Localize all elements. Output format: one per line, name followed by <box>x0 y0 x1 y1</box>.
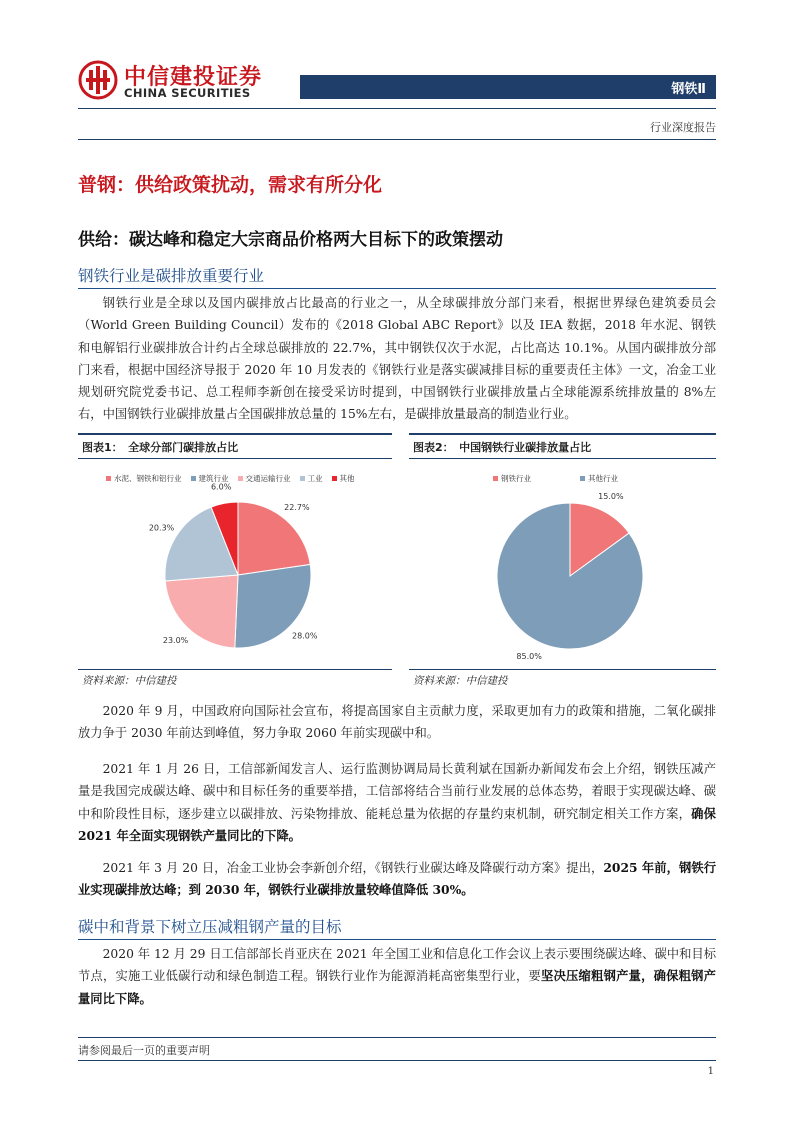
legend-item <box>580 473 618 484</box>
subsection-title: 供给：碳达峰和稳定大宗商品价格两大目标下的政策摆动 <box>78 230 503 250</box>
legend-swatch <box>238 476 243 481</box>
legend-label: 其他行业 <box>588 474 618 483</box>
legend-item <box>332 473 355 484</box>
legend-item <box>493 473 531 484</box>
header-divider <box>78 139 716 140</box>
pie-value-label: 15.0% <box>598 491 624 501</box>
figure-top-rule <box>409 433 716 435</box>
legend-label: 水泥、钢铁和铝行业 <box>114 474 182 483</box>
figure-2-title: 图表2： 中国钢铁行业碳排放量占比 <box>413 441 592 454</box>
header-divider <box>78 108 716 109</box>
report-type-label: 行业深度报告 <box>650 121 716 134</box>
figure-1-title: 图表1： 全球分部门碳排放占比 <box>82 441 239 454</box>
legend-swatch <box>332 476 337 481</box>
figure-bottom-rule <box>78 669 392 670</box>
body-paragraph <box>78 857 716 902</box>
pie-value-label: 22.7% <box>284 502 310 512</box>
topic-heading-carbon-emission: 钢铁行业是碳排放重要行业 <box>78 267 265 285</box>
figure-2-source: 资料来源：中信建投 <box>413 675 508 687</box>
sector-tag: 钢铁Ⅱ <box>671 82 706 97</box>
paragraph-emphasis: 坚决压缩粗钢产量，确保粗钢产量同比下降。 <box>78 968 716 1006</box>
figure-2-legend <box>493 473 618 484</box>
pie-value-label: 6.0% <box>210 482 232 492</box>
footer-divider <box>78 1037 716 1038</box>
figure-title-rule <box>78 458 392 459</box>
topic-heading-rule <box>78 288 716 289</box>
paragraph-emphasis: 确保 2021 年全面实现钢铁产量同比的下降。 <box>78 805 716 843</box>
legend-item <box>300 473 323 484</box>
legend-swatch <box>493 476 498 481</box>
body-paragraph <box>78 758 716 847</box>
figure-bottom-rule <box>409 669 716 670</box>
legend-swatch <box>106 476 111 481</box>
legend-item <box>106 473 182 484</box>
legend-label: 其他 <box>339 474 355 483</box>
body-paragraph: 2020 年 9 月，中国政府向国际社会宣布，将提高国家自主贡献力度，采取更加有力的政策和措施，二氧化碳排放力争于 2030 年前达到峰值，努力争取 2060 年前实现碳中和。 <box>78 704 716 741</box>
pie-slice-1 <box>238 502 310 575</box>
figure-top-rule <box>78 433 392 435</box>
pie-value-label: 28.0% <box>292 631 318 641</box>
paragraph-text: 2021 年 3 月 20 日，冶金工业协会李新创介绍，《钢铁行业碳达峰及降碳行动方案》提出， <box>102 861 604 875</box>
section-title: 普钢：供给政策扰动，需求有所分化 <box>78 174 383 196</box>
page-number: 1 <box>707 1066 714 1077</box>
legend-label: 钢铁行业 <box>501 474 531 483</box>
footer-divider <box>78 1060 716 1061</box>
global-emission-pie-chart <box>118 482 358 665</box>
pie-value-label: 20.3% <box>148 523 175 533</box>
legend-swatch <box>300 476 305 481</box>
topic-heading-output-reduction: 碳中和背景下树立压减粗钢产量的目标 <box>78 918 342 936</box>
legend-label: 工业 <box>307 474 323 483</box>
topic-heading-rule <box>78 939 716 940</box>
paragraph-emphasis: 2025 年前，钢铁行业实现碳排放达峰；到 2030 年，钢铁行业碳排放量较峰值降低 30%。 <box>78 860 716 898</box>
china-securities-logo-icon <box>78 60 118 100</box>
china-steel-emission-pie-chart <box>450 488 690 665</box>
header-bar <box>300 75 716 99</box>
legend-swatch <box>580 476 585 481</box>
paragraph-text: 2021 年 1 月 26 日，工信部新闻发言人、运行监测协调局局长黄利斌在国新办新闻发布会上介绍，钢铁压减产量是我国完成碳达峰、碳中和目标任务的重要举措，工信部将结合当前行业发展的总体态势，着眼于实现碳达峰、碳中和阶段性目标，逐步建立以碳排放、污染物排放、能耗总量为依据的存量约束机制，研究制定相关工作方案， <box>78 762 716 821</box>
figure-1-source: 资料来源：中信建投 <box>82 675 177 687</box>
paragraph-text: 2020 年 12 月 29 日工信部部长肖亚庆在 2021 年全国工业和信息化工作会议上表示要围绕碳达峰、碳中和目标节点，实施工业低碳行动和绿色制造工程。钢铁行业作为能源消耗高密集型行业，要 <box>78 947 716 984</box>
brand-name-en: CHINA SECURITIES <box>124 86 251 100</box>
pie-value-label: 23.0% <box>162 635 189 645</box>
body-paragraph: 钢铁行业是全球以及国内碳排放占比最高的行业之一，从全球碳排放分部门来看，根据世界绿色建筑委员会（World Green Building Council）发布的《2018 Global ABC Report》以及 IEA 数据，2018 年水泥、钢铁和电解铝行业碳排放合计约占全球总碳排放的 22.7%，其中钢铁仅次于水泥，占比高达 10.1%。从国内碳排放分部门来看，根据中国经济导报于 2020 年 10 月发表的《钢铁行业是落实碳减排目标的重要责任主体》一文，冶金工业规划研究院党委书记、总工程师李新创在接受采访时提到，中国钢铁行业碳排放量占全球能源系统排放量的 8%左右，中国钢铁行业碳排放量占全国碳排放总量的 15%左右，是碳排放量最高的制造业行业。 <box>78 296 716 422</box>
disclaimer-note: 请参阅最后一页的重要声明 <box>78 1044 210 1057</box>
legend-label: 建筑行业 <box>198 474 229 483</box>
pie-value-label: 85.0% <box>516 652 542 662</box>
legend-item <box>238 473 291 484</box>
figure-title-rule <box>409 458 716 459</box>
legend-swatch <box>191 476 196 481</box>
body-paragraph <box>78 943 716 1010</box>
brand-name-cn: 中信建投证券 <box>124 65 263 90</box>
legend-label: 交通运输行业 <box>245 474 291 483</box>
